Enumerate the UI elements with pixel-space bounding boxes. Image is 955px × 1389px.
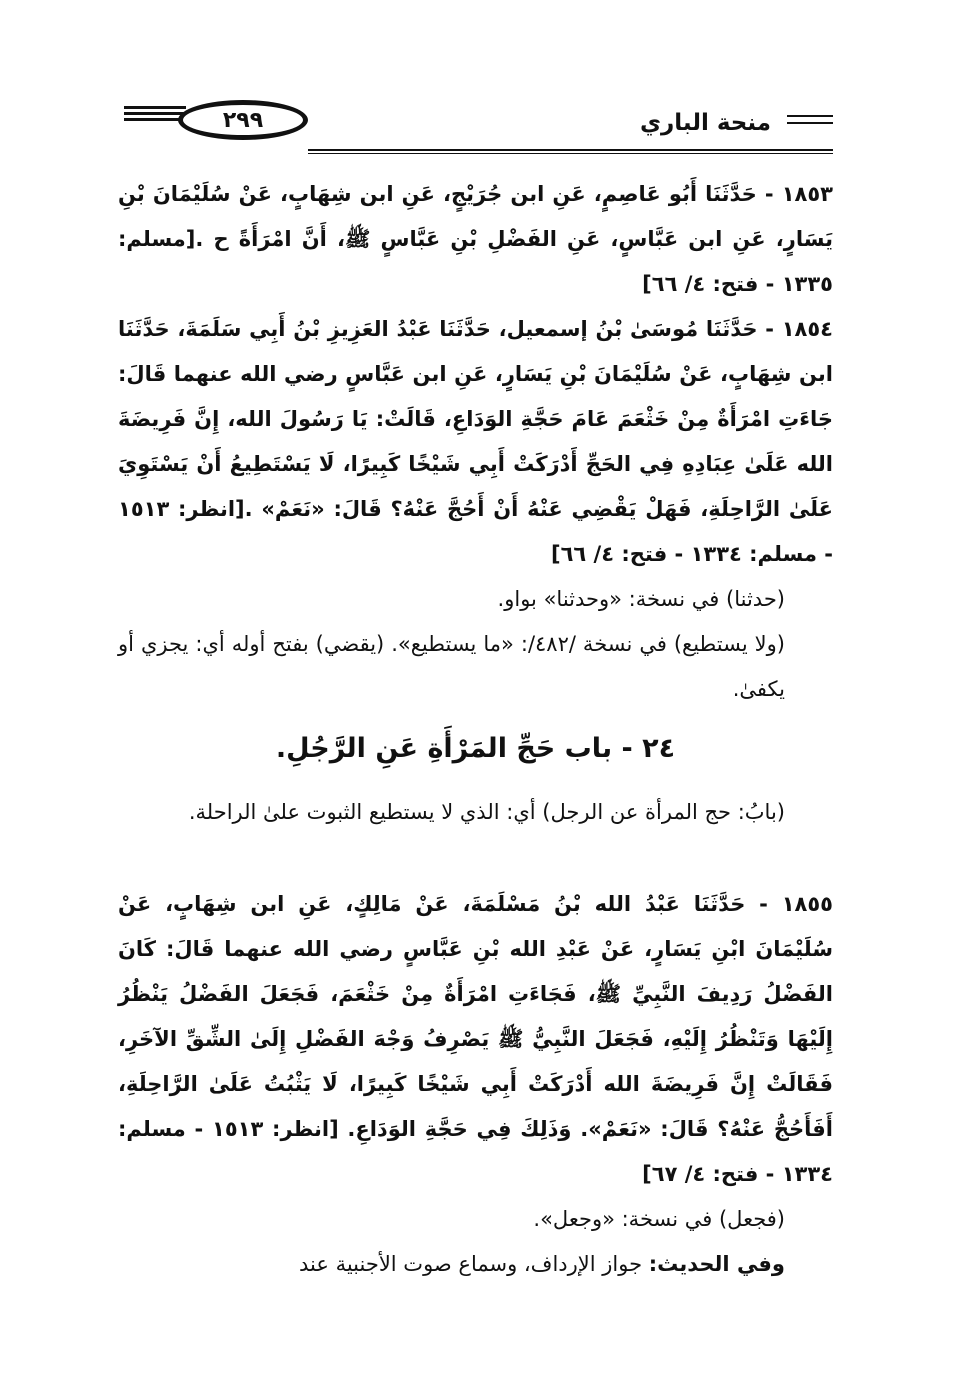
page-number-badge: [178, 100, 308, 140]
header-ornament-left: [124, 106, 186, 120]
chapter-heading: ٢٤ - باب حَجِّ المَرْأَةِ عَنِ الرَّجُلِ.: [275, 733, 676, 764]
hadith-1853-text: ١٨٥٣ - حَدَّثَنَا أَبُو عَاصِمٍ، عَنِ ابن جُرَيْجٍ، عَنِ ابن شِهَابٍ، عَنْ سُلَيْمَانَ بْنِ يَسَارٍ، عَنِ ابن عَبَّاسٍ، عَنِ الفَضْلِ بْنِ عَبَّاسٍ ﷺ، أَنَّ امْرَأَةً ح .[مسلم: ١٣٣٥ - فتح: ٤/ ٦٦]: [118, 182, 833, 296]
commentary-lead-label: وفي الحديث:: [648, 1252, 785, 1276]
chapter-note: (بابُ: حج المرأة عن الرجل) أي: الذي لا يستطيع الثبوت علىٰ الراحلة.: [188, 800, 785, 824]
hadith-1855-commentary: [118, 1242, 833, 1287]
page-number: ٢٩٩: [222, 107, 264, 133]
header-rule-thin: [308, 153, 833, 154]
hadith-1855-text: ١٨٥٥ - حَدَّثَنَا عَبْدُ الله بْنُ مَسْلَمَةَ، عَنْ مَالِكٍ، عَنِ ابن شِهَابٍ، عَنْ سُلَيْمَانَ ابْنِ يَسَارٍ، عَنْ عَبْدِ الله بْنِ عَبَّاسٍ رضي الله عنهما قَالَ: كَانَ الفَضْلُ رَدِيفَ النَّبِيِّ ﷺ، فَجَاءَتِ امْرَأَةٌ مِنْ خَثْعَمَ، فَجَعَلَ الفَضْلُ يَنْظُرُ إِلَيْهَا وَتَنْظُرُ إِلَيْهِ، فَجَعَلَ النَّبِيُّ ﷺ يَصْرِفُ وَجْهَ الفَضْلِ إِلَىٰ الشِّقِّ الآخَرِ، فَقَالَتْ إِنَّ فَرِيضَةَ الله أَدْرَكَتْ أَبِي شَيْخًا كَبِيرًا، لَا يَثْبُتُ عَلَىٰ الرَّاحِلَةِ، أَفَأَحُجُّ عَنْهُ؟ قَالَ: «نَعَمْ». وَذَلِكَ فِي حَجَّةِ الوَدَاعِ. [انظر: ١٥١٣ - مسلم: ١٣٣٤ - فتح: ٤/ ٦٧]: [118, 892, 833, 1186]
hadith-1855-note-variant: (فجعل) في نسخة: «وجعل».: [533, 1207, 785, 1231]
hadith-1853: [118, 172, 833, 307]
chapter-commentary: [118, 790, 833, 835]
hadith-1854: [118, 307, 833, 712]
hadith-1854-text: ١٨٥٤ - حَدَّثَنَا مُوسَىٰ بْنُ إسمعيل، حَدَّثَنَا عَبْدُ العَزِيزِ بْنُ أَبِي سَلَمَةَ، حَدَّثَنَا ابن شِهَابٍ، عَنْ سُلَيْمَانَ بْنِ يَسَارٍ، عَنِ ابن عَبَّاسٍ رضي الله عنهما قَالَ: جَاءَتِ امْرَأَةٌ مِنْ خَثْعَمَ عَامَ حَجَّةِ الوَدَاعِ، قَالَتْ: يَا رَسُولَ الله، إِنَّ فَرِيضَةَ الله عَلَىٰ عِبَادِهِ فِي الحَجِّ أَدْرَكَتْ أَبِي شَيْخًا كَبِيرًا، لَا يَسْتَطِيعُ أَنْ يَسْتَوِيَ عَلَىٰ الرَّاحِلَةِ، فَهَلْ يَقْضِي عَنْهُ أَنْ أَحُجَّ عَنْهُ؟ قَالَ: «نَعَمْ» .[انظر: ١٥١٣ - مسلم: ١٣٣٤ - فتح: ٤/ ٦٦]: [118, 317, 833, 566]
commentary-lead-text: جواز الإرداف، وسماع صوت الأجنبية عند: [299, 1252, 649, 1276]
header-rule: [308, 149, 833, 151]
header-ornament-right: [787, 115, 833, 129]
running-title: منحة الباري: [639, 110, 771, 136]
running-header: [118, 94, 833, 158]
hadith-1855: [118, 882, 833, 1287]
hadith-1854-note-2: (ولا يستطيع) في نسخة /٤٨٢/: «ما يستطيع». (يقضي) بفتح أوله أي: يجزي أو يكفىٰ.: [118, 632, 785, 701]
hadith-1854-note-1: (حدثنا) في نسخة: «وحدثنا» بواو.: [497, 587, 785, 611]
